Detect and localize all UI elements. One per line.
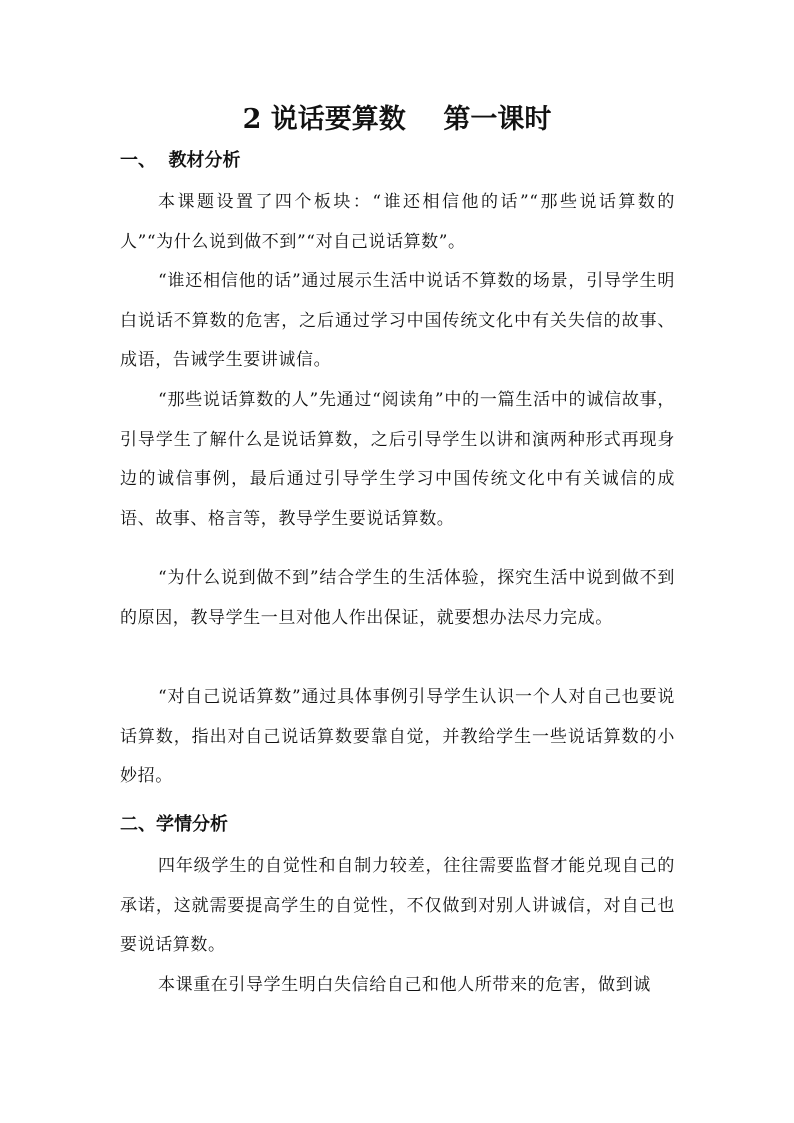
paragraph-student-self-discipline: 四年级学生的自觉性和自制力较差，往往需要监督才能兑现自己的承诺，这就需要提高学生的自觉性，不仅做到对别人讲诚信，对自己也要说话算数。 [120, 856, 675, 955]
paragraph-keep-word-to-self: “对自己说话算数”通过具体事例引导学生认识一个人对自己也要说话算数，指出对自己说话算数要靠自觉，并教给学生一些说话算数的小妙招。 [120, 687, 675, 786]
paragraph-lesson-focus: 本课重在引导学生明白失信给自己和他人所带来的危害，做到诚 [158, 975, 651, 995]
paragraph-overview: 本课题设置了四个板块：“谁还相信他的话”“那些说话算数的人”“为什么说到做不到”“对自己说话算数”。 [120, 192, 675, 252]
section-heading-textbook-analysis: 一、 教材分析 [120, 150, 241, 171]
page-title: 2 说话要算数 第一课时 [242, 104, 552, 135]
paragraph-people-keep-word: “那些说话算数的人”先通过“阅读角”中的一篇生活中的诚信故事，引导学生了解什么是说话算数，之后引导学生以讲和演两种形式再现身边的诚信事例，最后通过引导学生学习中国传统文化中有关诚信的成语、故事、格言等，教导学生要说话算数。 [120, 390, 675, 529]
section-heading-student-analysis: 二、学情分析 [120, 814, 228, 835]
paragraph-why-not-done: “为什么说到做不到”结合学生的生活体验，探究生活中说到做不到的原因，教导学生一旦对他人作出保证，就要想办法尽力完成。 [120, 568, 675, 628]
paragraph-who-believes: “谁还相信他的话”通过展示生活中说话不算数的场景，引导学生明白说话不算数的危害，之后通过学习中国传统文化中有关失信的故事、成语，告诫学生要讲诚信。 [120, 271, 675, 370]
